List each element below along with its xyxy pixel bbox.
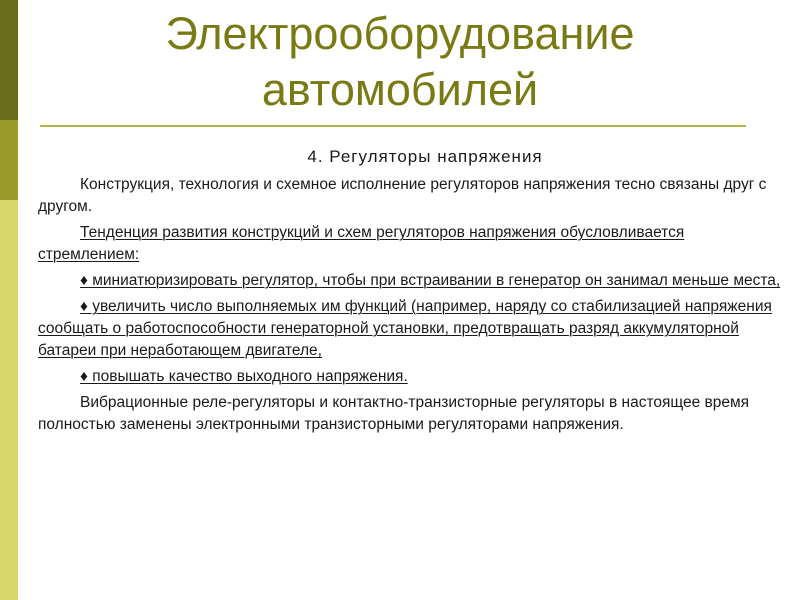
bullet-functions: ♦ увеличить число выполняемых им функций (например, наряду со стабилизацией напряжения сообщать о работоспособности генераторной установки, предотвращать разряд аккумуляторной батареи при неработающем двигателе, [38,298,772,359]
title-line-1: Электрооборудование [165,8,635,59]
side-bar-light [0,200,18,600]
bullet-miniaturize: ♦ миниатюризировать регулятор, чтобы при встраивании в генератор он занимал меньше места, [80,272,781,289]
title-line-2: автомобилей [261,64,539,115]
slide-body [38,146,782,440]
side-bar-medium [0,120,18,200]
bullet-quality: ♦ повышать качество выходного напряжения. [80,368,408,385]
title-divider [40,125,746,127]
section-subtitle: 4. Регуляторы напряжения [307,147,543,166]
slide-title [40,6,760,118]
paragraph-conclusion: Вибрационные реле-регуляторы и контактно-транзисторные регуляторы в настоящее время полностью заменены электронными транзисторными регуляторами напряжения. [38,394,750,433]
paragraph-intro: Конструкция, технология и схемное исполнение регуляторов напряжения тесно связаны друг с другом. [38,176,767,215]
paragraph-trend: Тенденция развития конструкций и схем регуляторов напряжения обусловливается стремлением: [38,224,685,263]
side-bar-dark [0,0,18,120]
